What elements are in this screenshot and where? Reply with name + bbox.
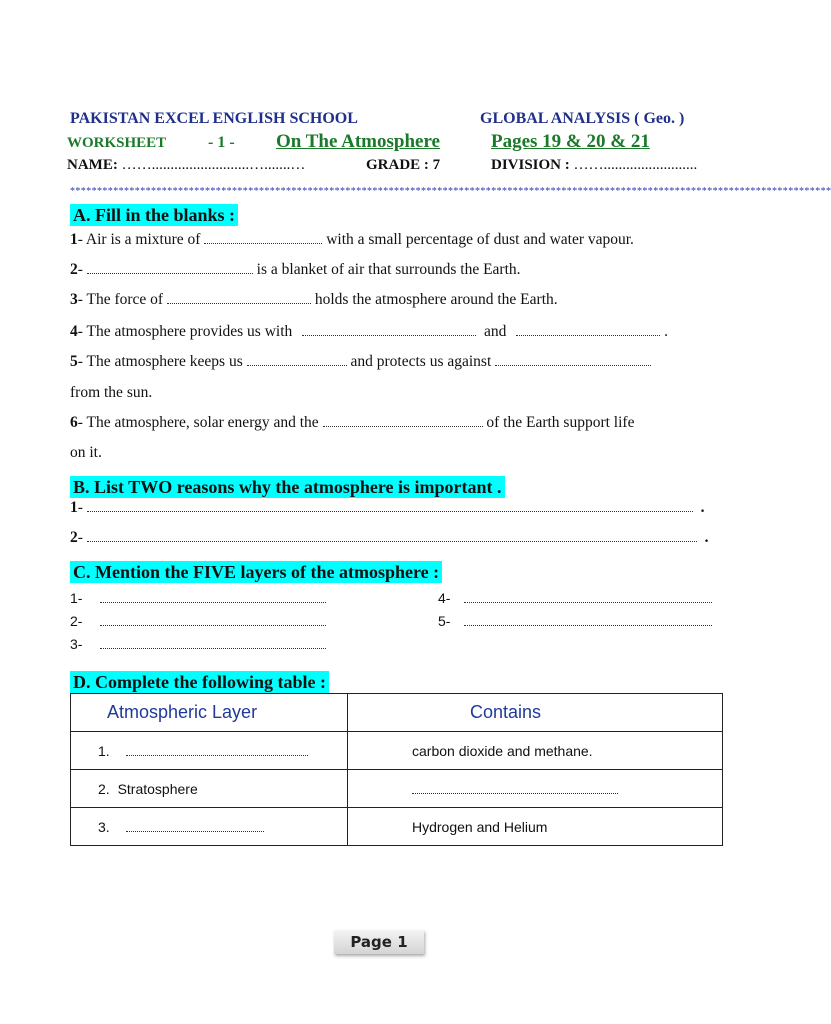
row-2-contains-blank[interactable] — [412, 781, 618, 794]
separator-stars: ********************************************************************************************************************************************* — [70, 186, 831, 197]
reason-1-end: . — [700, 499, 705, 516]
table-row — [71, 770, 723, 808]
table-row — [71, 808, 723, 846]
question-4-text-c: . — [664, 323, 669, 340]
question-6 — [70, 413, 634, 433]
row-3-layer-blank[interactable] — [126, 819, 264, 832]
blank-3[interactable] — [167, 291, 311, 304]
question-1-text-a: - Air is a mixture of — [77, 231, 201, 248]
table-cell-contains: Hydrogen and Helium — [348, 808, 723, 846]
question-2-number: 2 — [70, 261, 78, 278]
layer-item-2 — [70, 612, 326, 630]
subject-code: ( Geo. ) — [634, 110, 685, 127]
layer-item-2-blank[interactable] — [100, 613, 326, 626]
section-a-title: A. Fill in the blanks : — [70, 204, 238, 226]
question-1-number: 1 — [70, 231, 78, 248]
question-5-continued: from the sun. — [70, 384, 153, 401]
table-cell-layer — [71, 770, 348, 808]
question-4 — [70, 322, 668, 342]
question-1 — [70, 230, 634, 250]
division-label: DIVISION : — [491, 157, 570, 173]
question-4-text-a: - The atmosphere provides us with — [77, 323, 293, 340]
layer-item-1-label: 1- — [70, 590, 83, 606]
layer-item-3-blank[interactable] — [100, 636, 326, 649]
layer-item-1-blank[interactable] — [100, 590, 326, 603]
table-cell-layer — [71, 808, 348, 846]
question-6-text-b: of the Earth support life — [486, 414, 635, 431]
row-number: 3. — [98, 818, 110, 835]
division-blank: ……......................... — [573, 157, 698, 173]
blank-2[interactable] — [87, 261, 253, 274]
division-field — [491, 157, 697, 174]
layer-item-5 — [438, 612, 712, 630]
worksheet-number: - 1 - — [208, 134, 235, 151]
grade-label: GRADE : 7 — [366, 157, 441, 173]
layer-item-3 — [70, 635, 326, 653]
table-header-contains: Contains — [348, 694, 723, 732]
table-cell-contains: carbon dioxide and methane. — [348, 732, 723, 770]
reason-2-dash: - — [77, 529, 83, 546]
layer-item-5-label: 5- — [438, 613, 451, 629]
layer-item-2-label: 2- — [70, 613, 83, 629]
layer-item-5-blank[interactable] — [464, 613, 712, 626]
reason-2 — [70, 528, 722, 548]
question-6-text-a: - The atmosphere, solar energy and the — [77, 414, 319, 431]
table-header-layer: Atmospheric Layer — [71, 694, 348, 732]
worksheet-label: WORKSHEET — [67, 135, 167, 151]
layer-item-4-label: 4- — [438, 590, 451, 606]
reason-1-dash: - — [77, 499, 83, 516]
blank-4a[interactable] — [302, 323, 476, 336]
layer-item-4 — [438, 589, 712, 607]
question-4-number: 4 — [70, 323, 78, 340]
layer-item-1 — [70, 589, 326, 607]
reason-1 — [70, 498, 722, 518]
reason-2-number: 2 — [70, 529, 78, 546]
question-3-text-a: - The force of — [77, 291, 164, 308]
row-number: 1. — [98, 742, 110, 759]
blank-6[interactable] — [323, 414, 483, 427]
blank-1[interactable] — [204, 231, 322, 244]
pages-reference: Pages 19 & 20 & 21 — [491, 131, 650, 152]
subject-title — [480, 110, 684, 128]
layer-item-3-label: 3- — [70, 636, 83, 652]
question-5-number: 5 — [70, 353, 78, 370]
question-3-text-b: holds the atmosphere around the Earth. — [314, 291, 558, 308]
question-5 — [70, 352, 651, 372]
reason-1-number: 1 — [70, 499, 78, 516]
school-name: PAKISTAN EXCEL ENGLISH SCHOOL — [70, 110, 358, 127]
table-row — [71, 732, 723, 770]
blank-5a[interactable] — [247, 353, 347, 366]
section-c-title: C. Mention the FIVE layers of the atmosphere : — [70, 561, 442, 583]
reason-2-end: . — [704, 529, 709, 546]
name-field — [67, 157, 305, 174]
blank-4b[interactable] — [516, 323, 660, 336]
row-2-layer-value: Stratosphere — [117, 780, 198, 797]
question-1-text-b: with a small percentage of dust and water vapour. — [326, 231, 634, 248]
name-blank: ……..........................….......… — [121, 157, 306, 173]
layers-table — [70, 693, 723, 846]
table-cell-layer — [71, 732, 348, 770]
layer-item-4-blank[interactable] — [464, 590, 712, 603]
row-number: 2. — [98, 780, 110, 797]
question-6-number: 6 — [70, 414, 78, 431]
page-number: Page 1 — [334, 930, 424, 954]
question-3-number: 3 — [70, 291, 78, 308]
question-3 — [70, 290, 558, 310]
subject-name: GLOBAL ANALYSIS — [480, 110, 631, 127]
question-2 — [70, 260, 521, 280]
question-4-text-b: and — [484, 323, 507, 340]
section-b-title: B. List TWO reasons why the atmosphere is important . — [70, 476, 505, 498]
row-1-layer-blank[interactable] — [126, 743, 308, 756]
question-2-text-b: is a blanket of air that surrounds the Earth. — [256, 261, 521, 278]
table-cell-contains — [348, 770, 723, 808]
question-2-text-a: - — [77, 261, 83, 278]
question-6-continued: on it. — [70, 444, 102, 461]
table-header-row — [71, 694, 723, 732]
question-5-text-b: and protects us against — [350, 353, 492, 370]
blank-5b[interactable] — [495, 353, 651, 366]
name-label: NAME: — [67, 157, 118, 173]
section-d-title: D. Complete the following table : — [70, 671, 329, 693]
question-5-text-a: - The atmosphere keeps us — [77, 353, 243, 370]
reason-2-blank[interactable] — [87, 529, 697, 542]
worksheet-topic: On The Atmosphere — [276, 131, 440, 152]
reason-1-blank[interactable] — [87, 499, 693, 512]
